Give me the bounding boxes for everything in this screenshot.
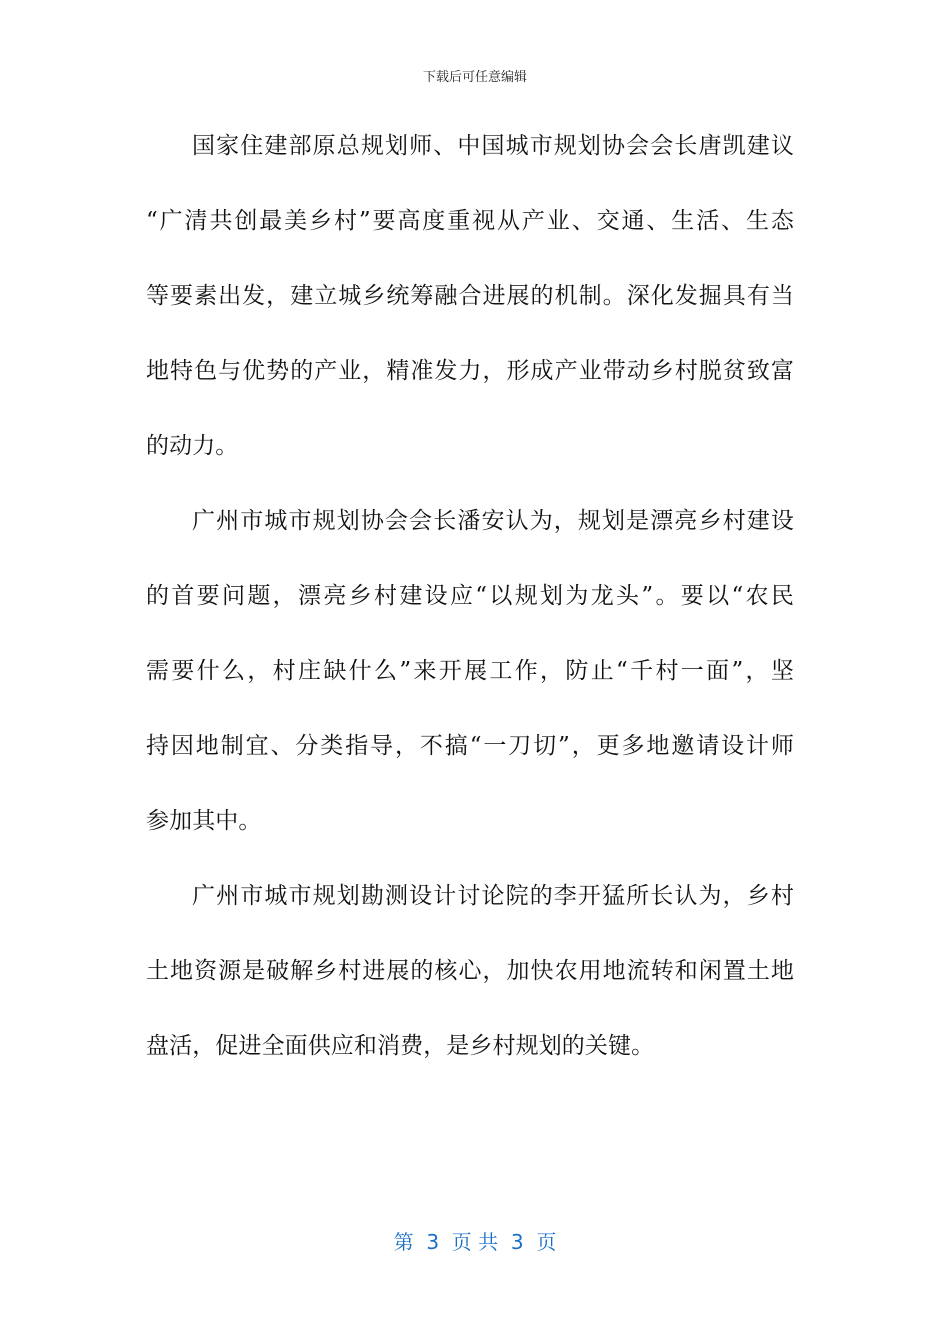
paragraph-3-line-1: 广州市城市规划勘测设计讨论院的李开猛所长认为，乡村	[192, 883, 794, 909]
paragraph-2-line-5: 参加其中。	[146, 808, 262, 834]
paragraph-2-line-2: 的首要问题，漂亮乡村建设应“以规划为龙头”。要以“农民	[146, 583, 794, 609]
paragraph-1-line-5: 的动力。	[146, 433, 239, 459]
page-number-footer: 第 3 页 共 3 页	[393, 1230, 557, 1254]
paragraph-2-line-1: 广州市城市规划协会会长潘安认为，规划是漂亮乡村建设	[192, 508, 794, 534]
document-body	[146, 126, 794, 1101]
paragraph-1-line-1: 国家住建部原总规划师、中国城市规划协会会长唐凯建议	[192, 133, 794, 159]
paragraph-1-line-2: “广清共创最美乡村”要高度重视从产业、交通、生活、生态	[146, 208, 794, 234]
paragraph-2-line-3: 需要什么，村庄缺什么”来开展工作，防止“千村一面”，坚	[146, 658, 794, 684]
header-note: 下载后可任意编辑	[422, 70, 527, 85]
paragraph-2-line-4: 持因地制宜、分类指导，不搞“一刀切”，更多地邀请设计师	[146, 733, 794, 759]
paragraph-1-line-3: 等要素出发，建立城乡统筹融合进展的机制。深化发掘具有当	[146, 283, 794, 309]
paragraph-1-line-4: 地特色与优势的产业，精准发力，形成产业带动乡村脱贫致富	[146, 358, 794, 384]
paragraph-3-line-2: 土地资源是破解乡村进展的核心，加快农用地流转和闲置土地	[146, 958, 794, 984]
paragraph-3-line-3: 盘活，促进全面供应和消费，是乡村规划的关键。	[146, 1033, 655, 1059]
